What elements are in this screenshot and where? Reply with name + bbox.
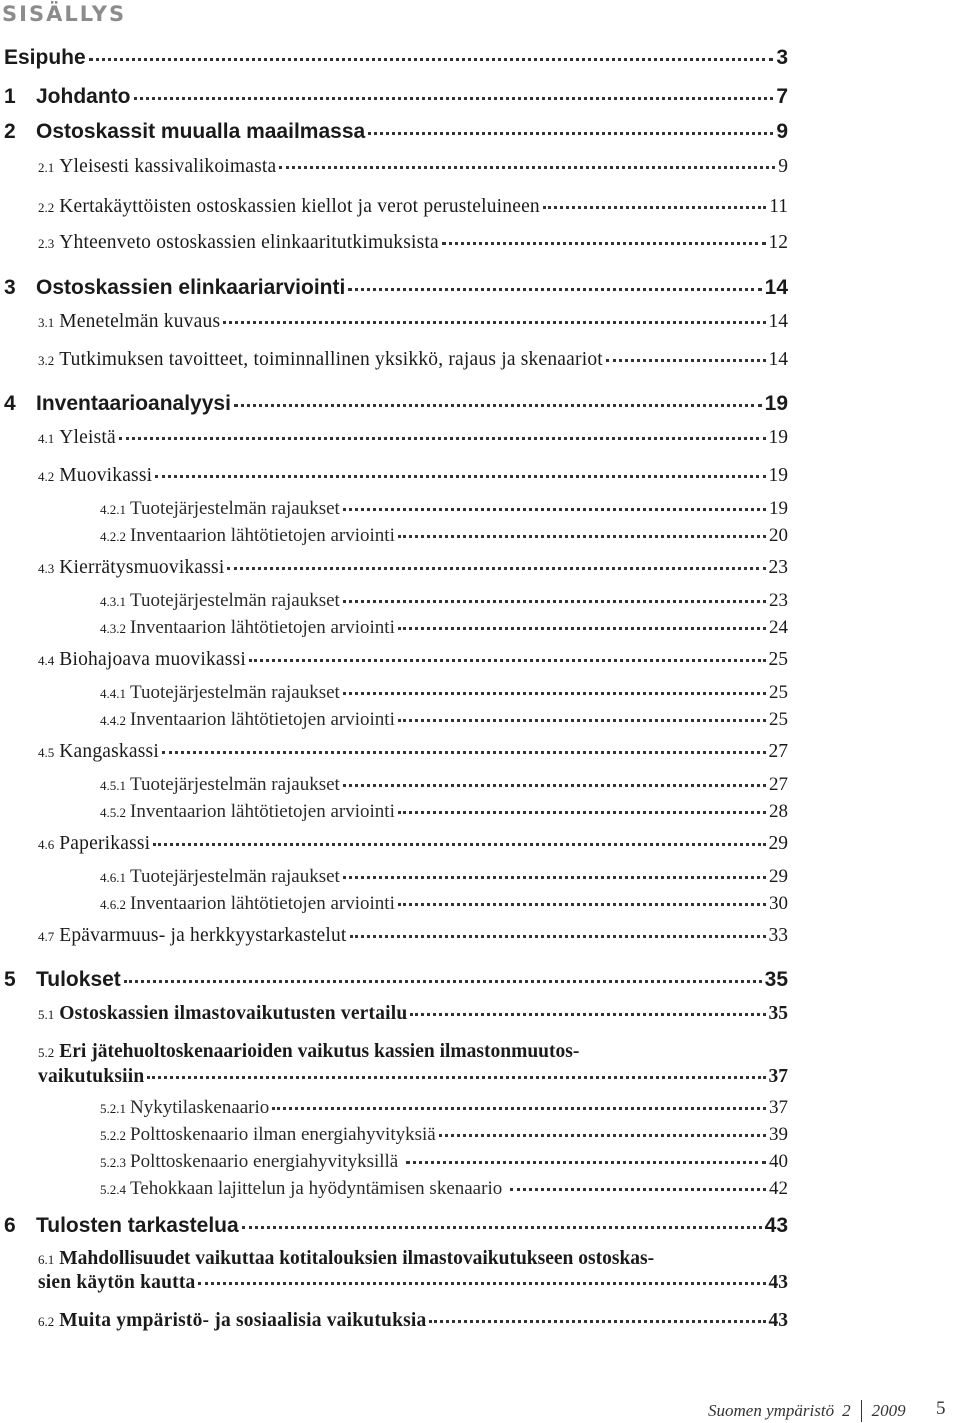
dot-leader [398,535,766,538]
dot-leader [249,659,766,662]
toc-title: Yleistä [59,427,116,448]
toc-entry-section-2-1[interactable] [38,156,788,178]
toc-entry-subsection-5-2-4[interactable] [100,1178,788,1200]
dot-leader [272,1107,766,1110]
toc-number: 2.3 [38,236,55,251]
toc-page-number: 37 [768,1066,788,1087]
footer-divider [861,1400,862,1422]
toc-entry-section-5-2-line1[interactable] [38,1041,579,1063]
dot-leader [119,437,766,440]
toc-entry-subsection-4-4-2[interactable] [100,709,788,731]
toc-entry-section-6-1-line2[interactable] [38,1272,788,1294]
dot-leader [227,567,765,570]
toc-title: Inventaarion lähtötietojen arviointi [130,801,395,822]
toc-number: 4.6.2 [100,897,126,912]
toc-entry-section-4-4[interactable] [38,649,788,671]
toc-title: Inventaarion lähtötietojen arviointi [130,709,395,730]
toc-title: Tuotejärjestelmän rajaukset [130,682,340,703]
toc-page-number: 7 [776,85,788,108]
toc-number: 4.1 [38,431,55,446]
toc-number: 4.4 [38,653,55,668]
toc-entry-section-2-2[interactable] [38,196,788,218]
toc-page-number: 11 [769,196,788,217]
toc-title: Paperikassi [59,833,151,854]
dot-leader [89,58,774,61]
toc-title: Johdanto [36,85,131,108]
publication-name: Suomen ympäristö [708,1401,835,1420]
toc-entry-subsection-5-2-3[interactable] [100,1151,788,1173]
toc-page-number: 43 [764,1214,788,1237]
toc-entry-section-4-1[interactable] [38,427,788,449]
toc-number: 4 [4,392,16,415]
dot-leader [242,1226,762,1229]
toc-page-number: 12 [768,232,788,253]
toc-page-number: 25 [769,709,788,730]
toc-title: Tuotejärjestelmän rajaukset [130,774,340,795]
page-number: 5 [936,1398,946,1419]
toc-title: Esipuhe [4,46,86,69]
toc-page-number: 23 [769,590,788,611]
dot-leader [543,206,766,209]
dot-leader [368,132,773,135]
toc-number: 4.5 [38,745,55,760]
toc-title: Tuotejärjestelmän rajaukset [130,498,340,519]
toc-entry-chapter-4[interactable] [4,392,788,416]
toc-number: 4.6.1 [100,870,126,885]
toc-title: Muita ympäristö- ja sosiaalisia vaikutuksia [59,1310,427,1331]
toc-entry-section-5-2-line2[interactable] [38,1066,788,1088]
toc-entry-section-4-3[interactable] [38,557,788,579]
toc-page-number: 35 [764,968,788,991]
toc-page-number: 9 [778,156,788,177]
toc-title: Ostoskassit muualla maailmassa [36,120,366,143]
toc-page-number: 25 [768,649,788,670]
toc-number: 6.2 [38,1314,55,1329]
toc-title-continued: vaikutuksiin [38,1066,145,1087]
toc-page-number: 37 [769,1097,788,1118]
toc-entry-section-4-2[interactable] [38,465,788,487]
dot-leader [406,1161,766,1164]
toc-title: Tuotejärjestelmän rajaukset [130,866,340,887]
toc-page-number: 23 [768,557,788,578]
toc-entry-chapter-5[interactable] [4,968,788,992]
dot-leader [398,719,766,722]
toc-entry-section-3-2[interactable] [38,349,788,371]
toc-number: 4.6 [38,837,55,852]
toc-number: 6 [4,1214,16,1237]
toc-title: Polttoskenaario ilman energiahyvityksiä [130,1124,436,1145]
toc-page-number: 42 [769,1178,788,1199]
dot-leader [398,811,766,814]
toc-number: 5.1 [38,1007,55,1022]
toc-page-number: 39 [769,1124,788,1145]
toc-page-number: 3 [776,46,788,69]
toc-number: 4.2 [38,469,55,484]
toc-entry-section-6-2[interactable] [38,1310,788,1332]
toc-title: Kertakäyttöisten ostoskassien kiellot ja verot perusteluineen [59,196,540,217]
issue-number: 2 [842,1401,851,1420]
toc-page-number: 40 [769,1151,788,1172]
toc-title: Tulosten tarkastelua [36,1214,239,1237]
toc-entry-subsection-5-2-2[interactable] [100,1124,788,1146]
dot-leader [134,97,774,100]
toc-title: Muovikassi [59,465,153,486]
toc-number: 4.5.1 [100,778,126,793]
toc-number: 4.3.2 [100,621,126,636]
toc-entry-chapter-6[interactable] [4,1214,788,1238]
publication-year: 2009 [871,1401,906,1420]
toc-title-continued: sien käytön kautta [38,1272,196,1293]
toc-page-number: 19 [764,392,788,415]
toc-entry-section-6-1-line1[interactable] [38,1248,654,1270]
toc-number: 4.4.2 [100,713,126,728]
dot-leader [398,627,766,630]
dot-leader [348,288,761,291]
toc-page-number: 30 [769,893,788,914]
dot-leader [343,508,766,511]
toc-entry-section-3-1[interactable] [38,311,788,333]
toc-number: 4.4.1 [100,686,126,701]
toc-number: 2.2 [38,200,55,215]
toc-page-number: 14 [764,276,788,299]
dot-leader [234,404,762,407]
toc-title: Polttoskenaario energiahyvityksillä [130,1151,403,1172]
toc-title: Nykytilaskenaario [130,1097,270,1118]
toc-title: Tehokkaan lajittelun ja hyödyntämisen skenaario [130,1178,507,1199]
toc-number: 5 [4,968,16,991]
toc-entry-section-4-7[interactable] [38,925,788,947]
toc-number: 6.1 [38,1252,55,1267]
toc-number: 5.2.2 [100,1128,126,1143]
toc-entry-subsection-4-3-1[interactable] [100,590,788,612]
toc-title: Ostoskassien elinkaariarviointi [36,276,346,299]
toc-page-number: 25 [769,682,788,703]
dot-leader [343,876,766,879]
toc-page-number: 14 [768,311,788,332]
toc-page-number: 28 [769,801,788,822]
toc-page-number: 19 [768,427,788,448]
toc-page-number: 27 [769,774,788,795]
dot-leader [510,1188,766,1191]
dot-leader [124,980,762,983]
toc-page-number: 43 [768,1310,788,1331]
toc-entry-section-2-3[interactable] [38,232,788,254]
toc-page-number: 27 [768,741,788,762]
toc-entry-subsection-4-4-1[interactable] [100,682,788,704]
toc-page-number: 29 [768,833,788,854]
toc-entry-subsection-4-6-2[interactable] [100,893,788,915]
toc-entry-subsection-4-2-2[interactable] [100,525,788,547]
toc-number: 1 [4,85,16,108]
dot-leader [198,1282,765,1285]
toc-entry-subsection-4-6-1[interactable] [100,866,788,888]
toc-number: 3.2 [38,353,55,368]
toc-title: Yleisesti kassivalikoimasta [59,156,277,177]
dot-leader [162,751,766,754]
toc-page-number: 19 [768,465,788,486]
toc-title: Tulokset [36,968,121,991]
toc-entry-subsection-4-5-2[interactable] [100,801,788,823]
toc-entry-subsection-4-3-2[interactable] [100,617,788,639]
dot-leader [350,935,766,938]
toc-page-number: 14 [768,349,788,370]
dot-leader [442,242,766,245]
toc-page-number: 20 [769,525,788,546]
toc-number: 4.3.1 [100,594,126,609]
dot-leader [398,903,766,906]
toc-title: Menetelmän kuvaus [59,311,221,332]
dot-leader [153,843,765,846]
page-title: SISÄLLYS [2,2,127,26]
toc-entry-preface[interactable] [4,46,788,70]
toc-title: Kangaskassi [59,741,159,762]
dot-leader [343,784,766,787]
toc-page-number: 19 [769,498,788,519]
toc-page-number: 29 [769,866,788,887]
toc-number: 4.2.1 [100,502,126,517]
toc-title: Yhteenveto ostoskassien elinkaaritutkimuksista [59,232,439,253]
toc-number: 5.2.1 [100,1101,126,1116]
toc-title: Tutkimuksen tavoitteet, toiminnallinen yksikkö, rajaus ja skenaariot [59,349,603,370]
dot-leader [429,1320,765,1323]
dot-leader [147,1076,765,1079]
dot-leader [606,359,766,362]
toc-entry-chapter-1[interactable] [4,85,788,109]
toc-entry-subsection-4-2-1[interactable] [100,498,788,520]
toc-number: 4.5.2 [100,805,126,820]
dot-leader [439,1134,766,1137]
dot-leader [343,600,766,603]
toc-number: 2 [4,120,16,143]
toc-number: 2.1 [38,160,55,175]
toc-entry-chapter-3[interactable] [4,276,788,300]
toc-title: Kierrätysmuovikassi [59,557,225,578]
toc-number: 3.1 [38,315,55,330]
dot-leader [410,1013,765,1016]
toc-entry-section-4-6[interactable] [38,833,788,855]
toc-title: Inventaarion lähtötietojen arviointi [130,525,395,546]
toc-entry-chapter-2[interactable] [4,120,788,144]
toc-title: Epävarmuus- ja herkkyystarkastelut [59,925,347,946]
dot-leader [155,475,765,478]
toc-title: Biohajoava muovikassi [59,649,246,670]
toc-entry-subsection-5-2-1[interactable] [100,1097,788,1119]
toc-number: 5.2.3 [100,1155,126,1170]
toc-entry-section-5-1[interactable] [38,1003,788,1025]
toc-title: Mahdollisuudet vaikuttaa kotitalouksien ilmastovaikutukseen ostoskas- [59,1248,655,1269]
toc-number: 4.3 [38,561,55,576]
toc-number: 4.2.2 [100,529,126,544]
toc-number: 4.7 [38,929,55,944]
page-footer [708,1400,906,1422]
toc-page-number: 33 [768,925,788,946]
toc-title: Inventaarioanalyysi [36,392,231,415]
toc-title: Inventaarion lähtötietojen arviointi [130,617,395,638]
toc-title: Inventaarion lähtötietojen arviointi [130,893,395,914]
toc-entry-section-4-5[interactable] [38,741,788,763]
dot-leader [223,321,765,324]
toc-page-number: 24 [769,617,788,638]
toc-number: 5.2.4 [100,1182,126,1197]
toc-page-number: 9 [776,120,788,143]
toc-page-number: 35 [768,1003,788,1024]
dot-leader [343,692,766,695]
toc-title: Eri jätehuoltoskenaarioiden vaikutus kassien ilmastonmuutos- [59,1041,580,1062]
toc-page-number: 43 [768,1272,788,1293]
toc-title: Tuotejärjestelmän rajaukset [130,590,340,611]
toc-entry-subsection-4-5-1[interactable] [100,774,788,796]
toc-number: 5.2 [38,1045,55,1060]
toc-number: 3 [4,276,16,299]
dot-leader [279,166,775,169]
toc-title: Ostoskassien ilmastovaikutusten vertailu [59,1003,408,1024]
